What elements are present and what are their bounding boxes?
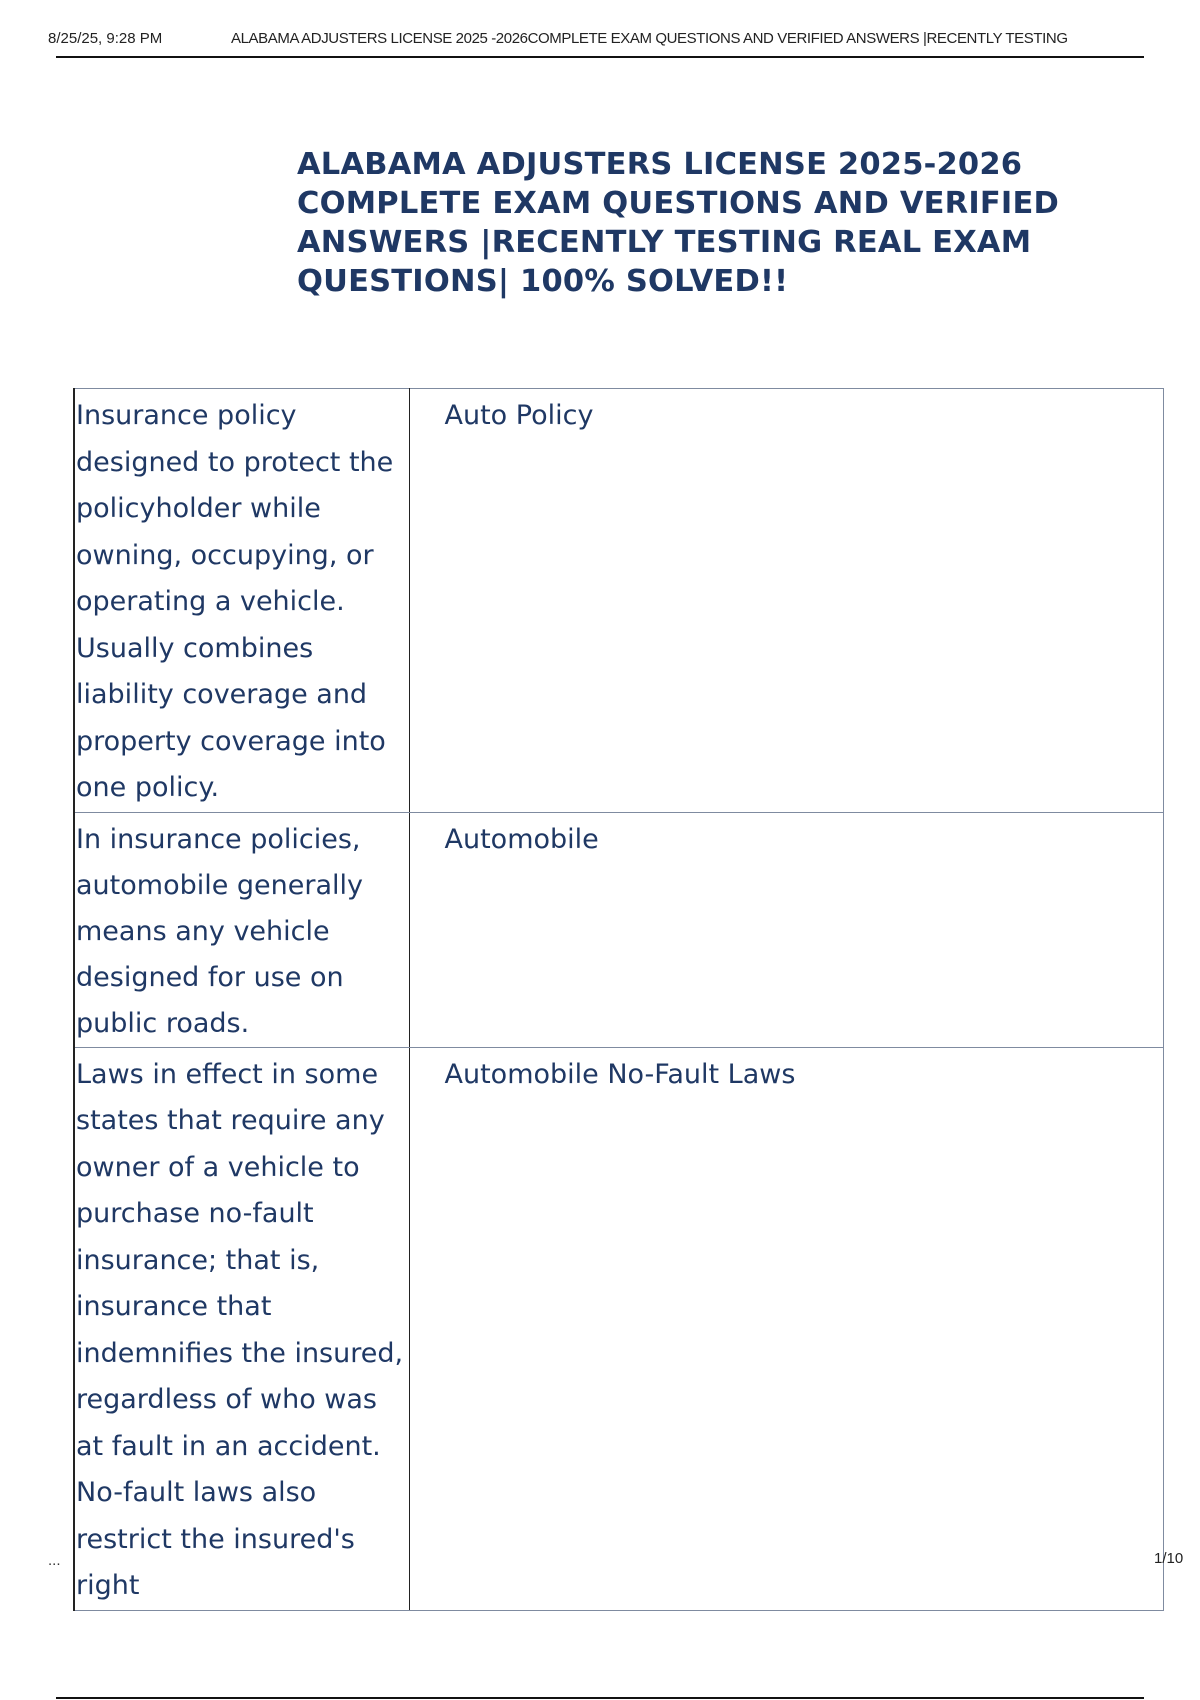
print-header (48, 28, 1178, 58)
print-date: 8/25/25, 9:28 PM (48, 30, 163, 47)
term-cell (409, 812, 1163, 1047)
table-row (74, 812, 1163, 1047)
term-text: Auto Policy (444, 400, 594, 431)
term-text: Automobile (444, 823, 599, 855)
definition-text: In insurance policies, automobile generally means any vehicle designed for use on public roads. (76, 823, 364, 1039)
table-row (74, 389, 1163, 813)
page-number: 1/10 (1154, 1550, 1184, 1567)
header-rule (56, 56, 1144, 58)
footer-rule (56, 1697, 1144, 1699)
definition-text: Laws in effect in some states that require any owner of a vehicle to purchase no-fault insurance; that is, insurance that indemnifies the insured, regardless of who was at fault in an accident. No-fault laws also restrict the insured's right (76, 1058, 404, 1601)
table-row (74, 1047, 1163, 1610)
footer-ellipsis: ... (48, 1552, 61, 1569)
term-text: Automobile No-Fault Laws (444, 1058, 796, 1090)
qa-table (73, 388, 1164, 1611)
term-cell (409, 389, 1163, 813)
definition-cell (74, 812, 409, 1047)
definition-cell (74, 389, 409, 813)
definition-text: Insurance policy designed to protect the policyholder while owning, occupying, or operating a vehicle. Usually combines liability coverage and property coverage into one policy. (76, 400, 394, 803)
term-cell (409, 1047, 1163, 1610)
document-heading: ALABAMA ADJUSTERS LICENSE 2025-2026 COMPLETE EXAM QUESTIONS AND VERIFIED ANSWERS |RECENTLY TESTING REAL EXAM QUESTIONS| 100% SOLVED!! (297, 147, 1060, 299)
print-doc-title: ALABAMA ADJUSTERS LICENSE 2025 -2026COMPLETE EXAM QUESTIONS AND VERIFIED ANSWERS |RECENTLY TESTING (231, 30, 1068, 47)
definition-cell (74, 1047, 409, 1610)
